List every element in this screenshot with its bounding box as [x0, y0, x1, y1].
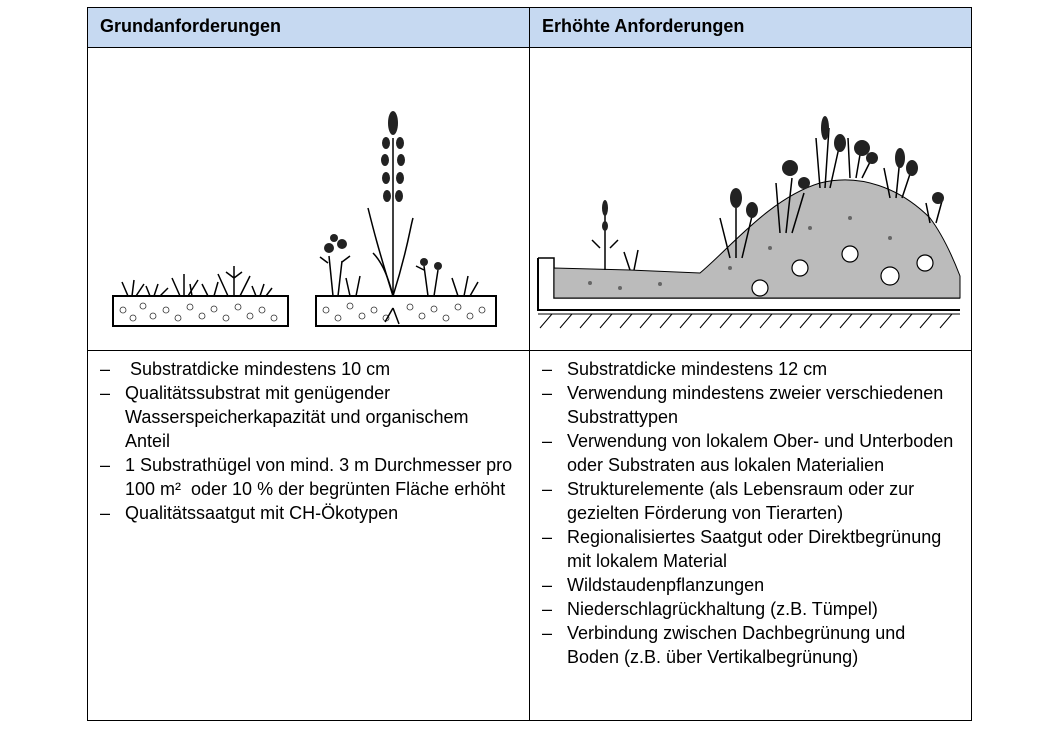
basic-requirements-list [88, 357, 529, 525]
basic-roof-illustration-cell [88, 48, 529, 351]
enhanced-requirements-list [530, 357, 971, 669]
column-basic-requirements [88, 8, 530, 720]
list-item: – 1 Substrathügel von mind. 3 m Durchmesser pro 100 m² oder 10 % der begrünten Fläche erhöht [100, 455, 518, 499]
requirements-table [87, 7, 972, 721]
list-dash: – [542, 383, 553, 403]
list-item: – Qualitätssaatgut mit CH-Ökotypen [100, 503, 399, 523]
column-header-basic: Grundanforderungen [88, 8, 529, 48]
column-enhanced-requirements [530, 8, 971, 720]
list-item: – Verwendung mindestens zweier verschiedenen Substrattypen [542, 383, 944, 427]
list-item: – Verbindung zwischen Dachbegrünung und Boden (z.B. über Vertikalbegrünung) [542, 623, 906, 667]
list-item: – Wildstaudenpflanzungen [542, 575, 765, 595]
list-item: – Verwendung von lokalem Ober- und Unterboden oder Substraten aus lokalen Materialien [542, 431, 954, 475]
basic-roof-illustration [88, 48, 528, 348]
list-dash: – [542, 479, 553, 499]
list-item: – Regionalisiertes Saatgut oder Direktbegrünung mit lokalem Material [542, 527, 942, 571]
list-dash: – [100, 359, 111, 379]
list-dash: – [542, 623, 553, 643]
list-dash: – [100, 383, 111, 403]
list-dash: – [100, 503, 111, 523]
list-item: – Substratdicke mindestens 10 cm [100, 359, 391, 379]
enhanced-roof-illustration [530, 48, 970, 348]
enhanced-roof-illustration-cell [530, 48, 971, 351]
list-dash: – [542, 359, 553, 379]
list-dash: – [542, 527, 553, 547]
column-header-enhanced: Erhöhte Anforderungen [530, 8, 971, 48]
list-item: – Qualitätssubstrat mit genügender Wasserspeicherkapazität und organischem Anteil [100, 383, 469, 451]
list-dash: – [542, 431, 553, 451]
list-item: – Strukturelemente (als Lebensraum oder zur gezielten Förderung von Tierarten) [542, 479, 915, 523]
list-dash: – [542, 575, 553, 595]
list-dash: – [542, 599, 553, 619]
list-dash: – [100, 455, 111, 475]
list-item: – Niederschlagrückhaltung (z.B. Tümpel) [542, 599, 878, 619]
list-item: – Substratdicke mindestens 12 cm [542, 359, 828, 379]
